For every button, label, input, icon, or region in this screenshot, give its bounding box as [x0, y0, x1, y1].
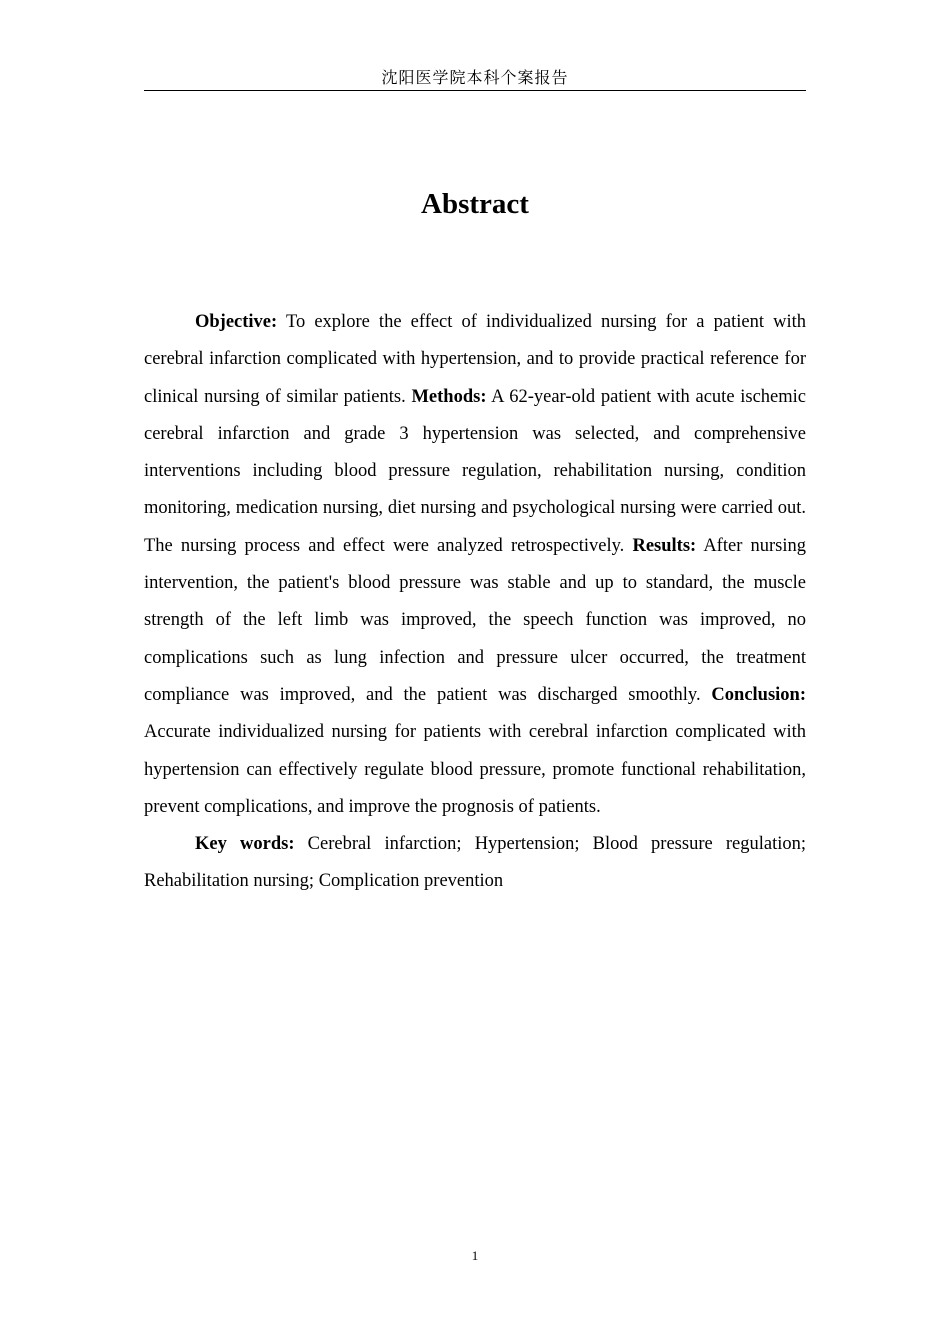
conclusion-label: Conclusion:	[711, 684, 806, 705]
header-title: 沈阳医学院本科个案报告	[381, 68, 569, 87]
conclusion-text: Accurate individualized nursing for patients with cerebral infarction complicated with hypertension can effectively regulate blood pressure, promote functional rehabilitation, prevent complications, and improve the prognosis of patients.	[144, 722, 806, 817]
page-header	[144, 66, 806, 91]
results-label: Results:	[632, 535, 697, 556]
keywords-label: Key words:	[195, 834, 295, 855]
page-footer	[144, 1246, 806, 1266]
methods-label: Methods:	[411, 386, 487, 407]
methods-text: A 62-year-old patient with acute ischemic cerebral infarction and grade 3 hypertension was selected, and comprehensive interventions including blood pressure regulation, rehabilitation nursing, condition monitoring, medication nursing, diet nursing and psychological nursing were carried out. The nursing process and effect were analyzed retrospectively.	[144, 386, 806, 556]
objective-label: Objective:	[195, 312, 278, 332]
abstract-paragraph	[144, 304, 806, 826]
keywords-text: Cerebral infarction; Hypertension; Blood pressure regulation; Rehabilitation nursing; Complication prevention	[144, 834, 806, 892]
page-number: 1	[471, 1248, 479, 1263]
abstract-title: Abstract	[421, 188, 529, 220]
results-text: After nursing intervention, the patient's blood pressure was stable and up to standard, the muscle strength of the left limb was improved, the speech function was improved, no complications such as lung infection and pressure ulcer occurred, the treatment compliance was improved, and the patient was discharged smoothly.	[144, 535, 806, 705]
objective-text: To explore the effect of individualized nursing for a patient with cerebral infarction complicated with hypertension, and to provide practical reference for clinical nursing of similar patients.	[144, 312, 806, 407]
abstract-body	[144, 304, 806, 901]
keywords-paragraph	[144, 826, 806, 901]
